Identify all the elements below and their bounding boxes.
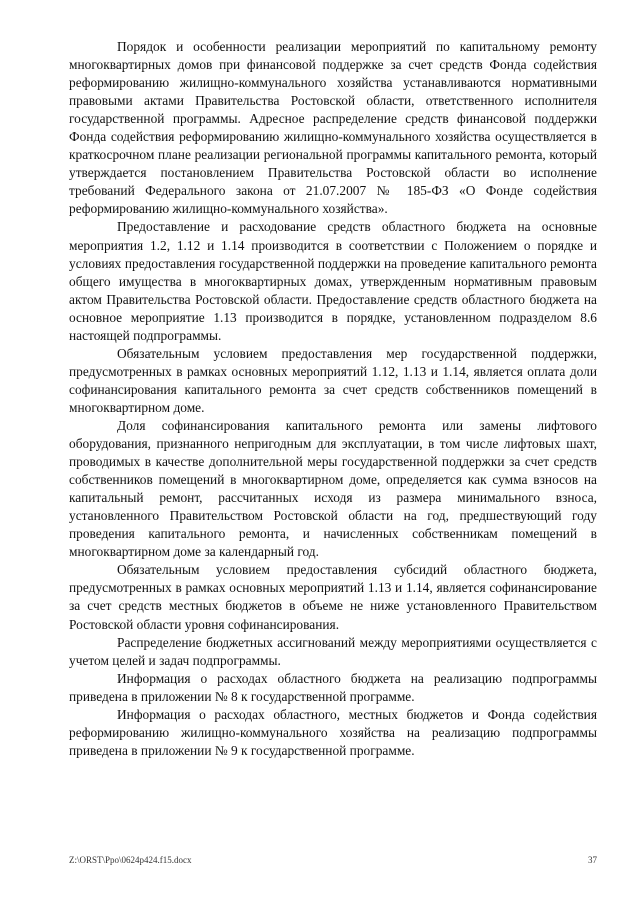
footer-page-number: 37 <box>588 855 597 865</box>
paragraph: Порядок и особенности реализации мероприятий по капитальному ремонту многоквартирных домов при финансовой поддержке за счет средств Фонда содействия реформированию жилищно-коммунального хозяйства устанавливаются нормативными правовыми актами Правительства Ростовской области, ответственного исполнителя государственной программы. Адресное распределение средств финансовой поддержки Фонда содействия реформированию жилищно-коммунального хозяйства осуществляется в краткосрочном плане реализации региональной программы капитального ремонта, который утверждается постановлением Правительства Ростовской области во исполнение требований Федерального закона от 21.07.2007 № 185-ФЗ «О Фонде содействия реформированию жилищно-коммунального хозяйства». <box>69 39 597 217</box>
paragraph: Доля софинансирования капитального ремонта или замены лифтового оборудования, признанного непригодным для эксплуатации, в том числе лифтовых шахт, проводимых в качестве дополнительной меры государственной поддержки за счет средств собственников помещений в многоквартирном доме, определяется как сумма взносов на капитальный ремонт, рассчитанных исходя из размера минимального взноса, установленного Правительством Ростовской области на год, предшествующий году проведения капитального ремонта, и начисленных собственникам помещений в многоквартирном доме за календарный год. <box>69 417 597 560</box>
paragraph: Обязательным условием предоставления субсидий областного бюджета, предусмотренных в рамках основных мероприятий 1.13 и 1.14, является софинансирование за счет средств местных бюджетов в объеме не ниже установленного Правительством Ростовской области уровня софинансирования. <box>69 562 597 632</box>
footer-file-path: Z:\ORST\Ppo\0624p424.f15.docx <box>69 855 192 865</box>
paragraph: Обязательным условием предоставления мер государственной поддержки, предусмотренных в рамках основных мероприятий 1.12, 1.13 и 1.14, является оплата доли софинансирования капитального ремонта за счет средств собственников помещений в многоквартирном доме. <box>69 345 597 415</box>
paragraph: Распределение бюджетных ассигнований между мероприятиями осуществляется с учетом целей и задач подпрограммы. <box>69 634 597 668</box>
paragraph: Информация о расходах областного бюджета на реализацию подпрограммы приведена в приложении № 8 к государственной программе. <box>69 670 597 704</box>
paragraph: Информация о расходах областного, местных бюджетов и Фонда содействия реформированию жилищно-коммунального хозяйства на реализацию подпрограммы приведена в приложении № 9 к государственной программе. <box>69 706 597 758</box>
document-body <box>69 38 597 760</box>
paragraph: Предоставление и расходование средств областного бюджета на основные мероприятия 1.2, 1.12 и 1.14 производится в соответствии с Положением о порядке и условиях предоставления государственной поддержки на проведение капитального ремонта общего имущества в многоквартирных домах, утвержденным нормативным правовым актом Правительства Ростовской области. Предоставление средств областного бюджета на основное мероприятие 1.13 производится в порядке, установленном подразделом 8.6 настоящей подпрограммы. <box>69 219 597 343</box>
